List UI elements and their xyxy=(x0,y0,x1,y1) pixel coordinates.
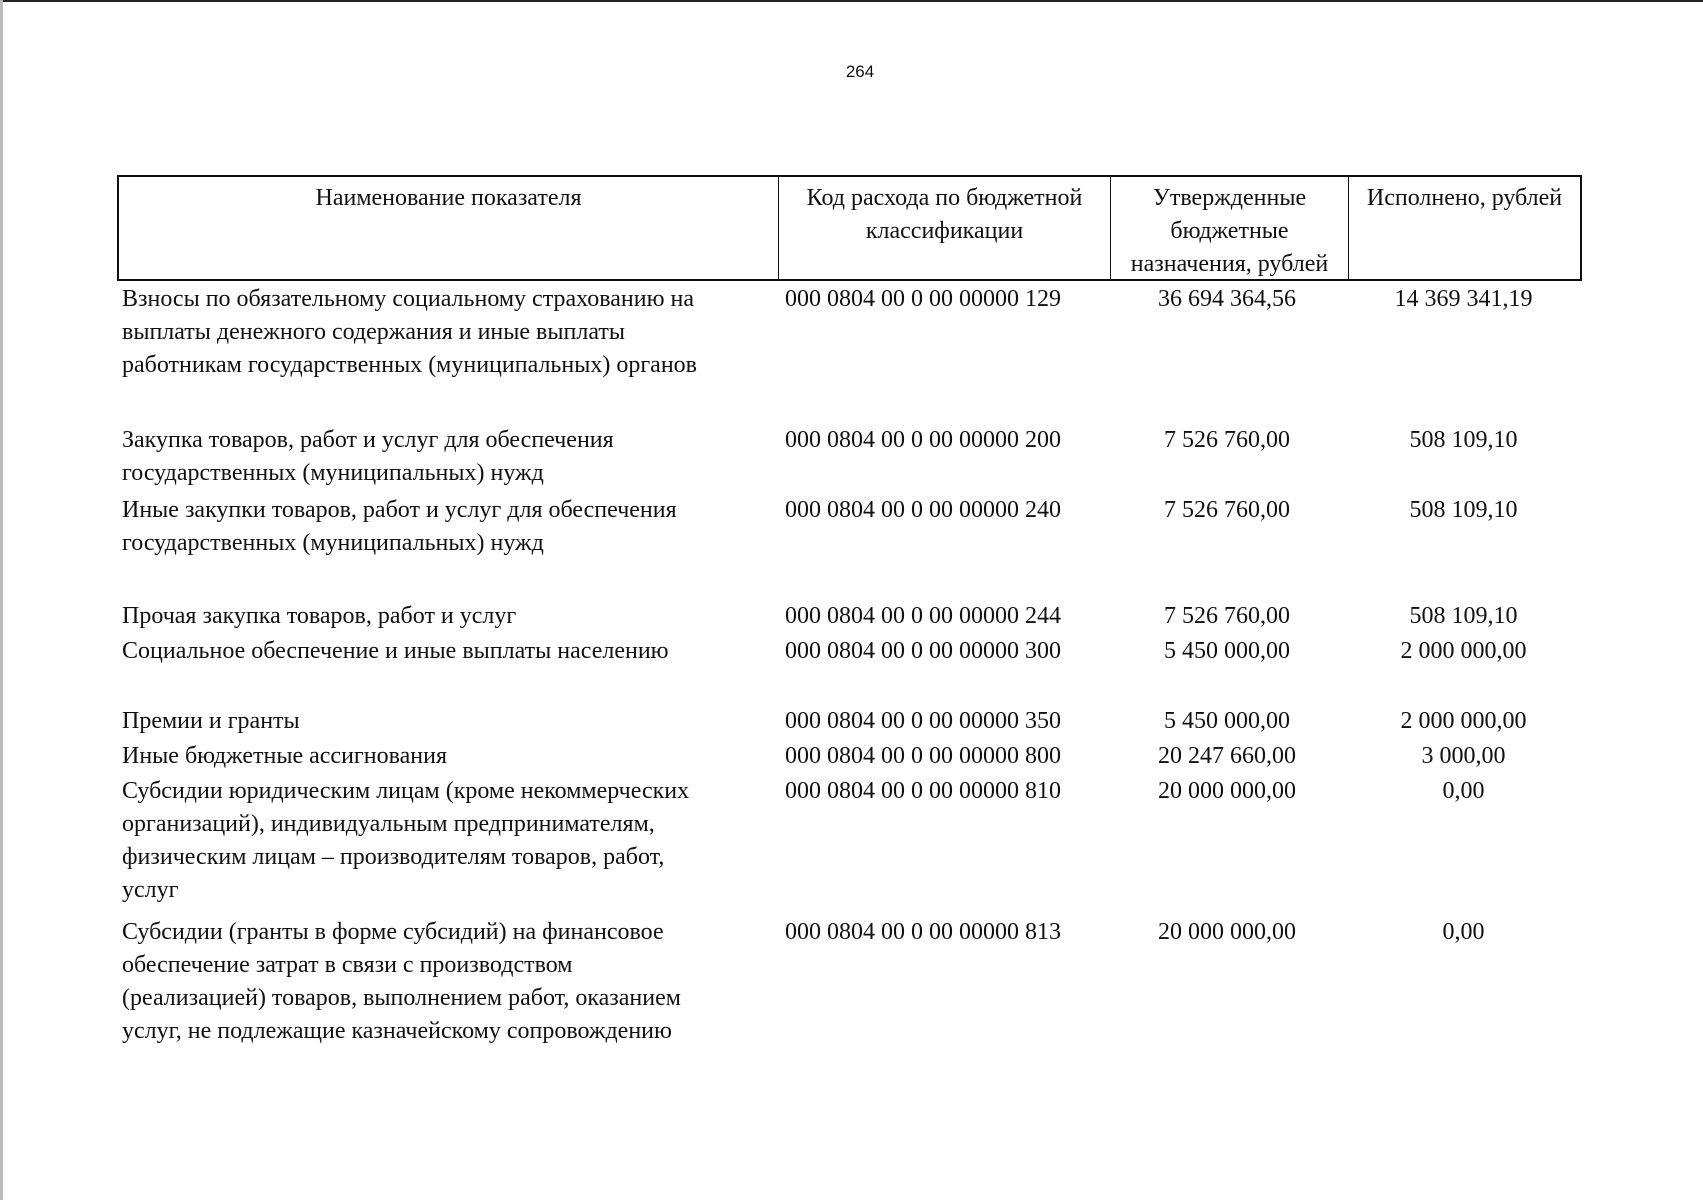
row-executed: 508 109,10 xyxy=(1409,497,1518,523)
row-approved: 7 526 760,00 xyxy=(1164,497,1290,523)
row-name xyxy=(122,424,772,490)
row-name xyxy=(122,600,772,633)
row-approved: 20 247 660,00 xyxy=(1158,743,1296,769)
row-name-line: услуг, не подлежащие казначейскому сопровождению xyxy=(122,1018,672,1044)
row-approved: 5 450 000,00 xyxy=(1164,638,1290,664)
row-name-line: Субсидии (гранты в форме субсидий) на финансовое xyxy=(122,919,664,945)
row-code: 000 0804 00 0 00 00000 813 xyxy=(785,919,1061,945)
row-approved: 20 000 000,00 xyxy=(1158,919,1296,945)
row-approved: 7 526 760,00 xyxy=(1164,427,1290,453)
row-approved: 5 450 000,00 xyxy=(1164,708,1290,734)
row-name-line: Иные закупки товаров, работ и услуг для обеспечения xyxy=(122,497,677,523)
header-name-line: Наименование показателя xyxy=(315,185,582,211)
scan-edge-top xyxy=(0,0,1703,2)
row-code: 000 0804 00 0 00 00000 800 xyxy=(785,743,1061,769)
row-name-line: Субсидии юридическим лицам (кроме некоммерческих xyxy=(122,778,690,804)
row-name-line: услуг xyxy=(122,877,179,903)
row-approved: 20 000 000,00 xyxy=(1158,778,1296,804)
row-name-line: организаций), индивидуальным предпринимателям, xyxy=(122,811,655,837)
row-name-line: государственных (муниципальных) нужд xyxy=(122,530,544,556)
row-name-line: Премии и гранты xyxy=(122,708,300,734)
row-approved: 36 694 364,56 xyxy=(1158,286,1296,312)
header-name xyxy=(119,177,779,279)
row-executed: 0,00 xyxy=(1442,778,1485,804)
row-name-line: обеспечение затрат в связи с производством xyxy=(122,952,573,978)
row-name xyxy=(122,916,772,1048)
row-name-line: Закупка товаров, работ и услуг для обеспечения xyxy=(122,427,614,453)
page-number: 264 xyxy=(845,62,875,81)
row-executed: 508 109,10 xyxy=(1409,603,1518,629)
row-name-line: работникам государственных (муниципальных) органов xyxy=(122,352,698,378)
row-name xyxy=(122,775,772,907)
row-name-line: государственных (муниципальных) нужд xyxy=(122,460,544,486)
row-code: 000 0804 00 0 00 00000 240 xyxy=(785,497,1061,523)
row-name-line: (реализацией) товаров, выполнением работ, оказанием xyxy=(122,985,681,1011)
header-approved-line: бюджетные xyxy=(1170,218,1289,244)
header-approved-line: назначения, рублей xyxy=(1130,251,1329,277)
row-executed: 14 369 341,19 xyxy=(1394,286,1533,312)
row-executed: 508 109,10 xyxy=(1409,427,1518,453)
header-executed xyxy=(1349,177,1580,279)
row-executed: 3 000,00 xyxy=(1421,743,1506,769)
row-name xyxy=(122,635,772,668)
row-code: 000 0804 00 0 00 00000 244 xyxy=(785,603,1061,629)
row-name-line: выплаты денежного содержания и иные выплаты xyxy=(122,319,625,345)
header-code-line: классификации xyxy=(865,218,1024,244)
header-approved xyxy=(1111,177,1349,279)
row-name-line: Социальное обеспечение и иные выплаты населению xyxy=(122,638,669,664)
header-code-line: Код расхода по бюджетной xyxy=(806,185,1083,211)
row-code: 000 0804 00 0 00 00000 300 xyxy=(785,638,1061,664)
header-executed-line: Исполнено, рублей xyxy=(1366,185,1563,211)
row-code: 000 0804 00 0 00 00000 350 xyxy=(785,708,1061,734)
row-name xyxy=(122,494,772,560)
row-name xyxy=(122,283,772,382)
table-header xyxy=(117,175,1582,281)
row-name-line: Прочая закупка товаров, работ и услуг xyxy=(122,603,517,629)
scan-edge-left xyxy=(0,0,3,1200)
row-code: 000 0804 00 0 00 00000 810 xyxy=(785,778,1061,804)
row-executed: 0,00 xyxy=(1442,919,1485,945)
header-approved-line: Утвержденные xyxy=(1152,185,1307,211)
row-name-line: Взносы по обязательному социальному страхованию на xyxy=(122,286,695,312)
row-name-line: Иные бюджетные ассигнования xyxy=(122,743,447,769)
row-name xyxy=(122,740,772,773)
row-executed: 2 000 000,00 xyxy=(1400,638,1527,664)
row-executed: 2 000 000,00 xyxy=(1400,708,1527,734)
row-name-line: физическим лицам – производителям товаров, работ, xyxy=(122,844,665,870)
row-approved: 7 526 760,00 xyxy=(1164,603,1290,629)
row-code: 000 0804 00 0 00 00000 200 xyxy=(785,427,1061,453)
row-name xyxy=(122,705,772,738)
header-code xyxy=(779,177,1111,279)
row-code: 000 0804 00 0 00 00000 129 xyxy=(785,286,1061,312)
